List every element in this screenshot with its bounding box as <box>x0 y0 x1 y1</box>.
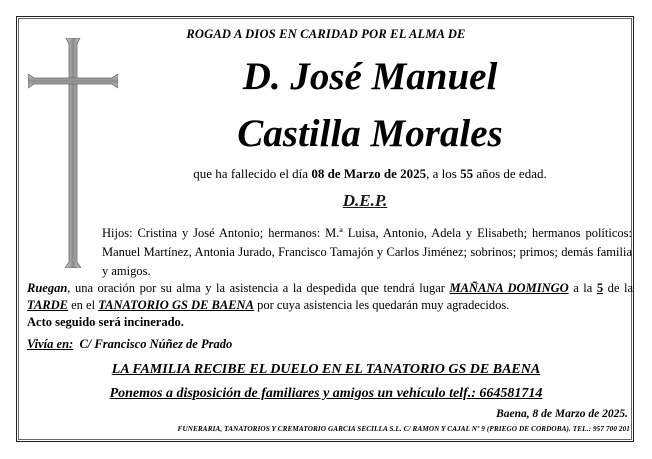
ruegan-text-4: en el <box>68 298 99 312</box>
dep-heading: D.E.P. <box>342 191 388 210</box>
ruegan-lead: Ruegan <box>27 281 68 295</box>
ruegan-text-3: de la <box>603 281 633 295</box>
dateline: Baena, 8 de Marzo de 2025. <box>496 408 628 420</box>
ruegan-day: MAÑANA DOMINGO <box>449 281 569 295</box>
residence-line <box>27 337 232 352</box>
death-prefix: que ha fallecido el día <box>193 166 312 181</box>
death-date: 08 de Marzo de 2025 <box>311 166 427 181</box>
ruegan-period: TARDE <box>27 298 68 312</box>
deceased-name-line1: D. José Manuel <box>242 55 498 98</box>
ruegan-hour: 5 <box>596 281 604 295</box>
family-reception-line: LA FAMILIA RECIBE EL DUELO EN EL TANATORIO GS DE BAENA <box>111 362 541 377</box>
ruegan-text-5: por cuya asistencia les quedarán muy agradecidos. <box>253 298 510 312</box>
deceased-name-line2: Castilla Morales <box>237 112 503 155</box>
ruegan-text-2: a la <box>568 281 597 295</box>
ruegan-paragraph <box>27 280 633 331</box>
death-suffix: años de edad. <box>473 166 547 181</box>
death-age: 55 <box>460 166 474 181</box>
ruegan-text-1: , una oración por su alma y la asistencia a la despedida que tendrá lugar <box>67 281 450 295</box>
ruegan-place: TANATORIO GS DE BAENA <box>98 298 254 312</box>
death-info <box>0 166 652 182</box>
residence-address: C/ Francisco Núñez de Prado <box>79 337 233 351</box>
funeral-home-footer: FUNERARIA, TANATORIOS Y CREMATORIO GARCIA SECILLA S.L. C/ RAMON Y CAJAL Nº 9 (PRIEGO DE CORDOBA). TEL.: 957 700 201 <box>177 425 630 433</box>
vehicle-offer-line: Ponemos a disposición de familiares y amigos un vehículo telf.: 664581714 <box>109 386 543 401</box>
death-middle: , a los <box>426 166 461 181</box>
relatives-paragraph: Hijos: Cristina y José Antonio; hermanos: M.ª Luisa, Antonio, Adela y Elisabeth; hermanos políticos: Manuel Martínez, Antonia Jurado, Francisco Tamajón y Carlos Jiménez; sobrinos; primos; demás familia y amigos. <box>102 226 632 278</box>
residence-label: Vivía en: <box>27 337 74 351</box>
ruegan-closing: Acto seguido será incinerado. <box>27 315 184 329</box>
header-text: ROGAD A DIOS EN CARIDAD POR EL ALMA DE <box>186 27 466 41</box>
